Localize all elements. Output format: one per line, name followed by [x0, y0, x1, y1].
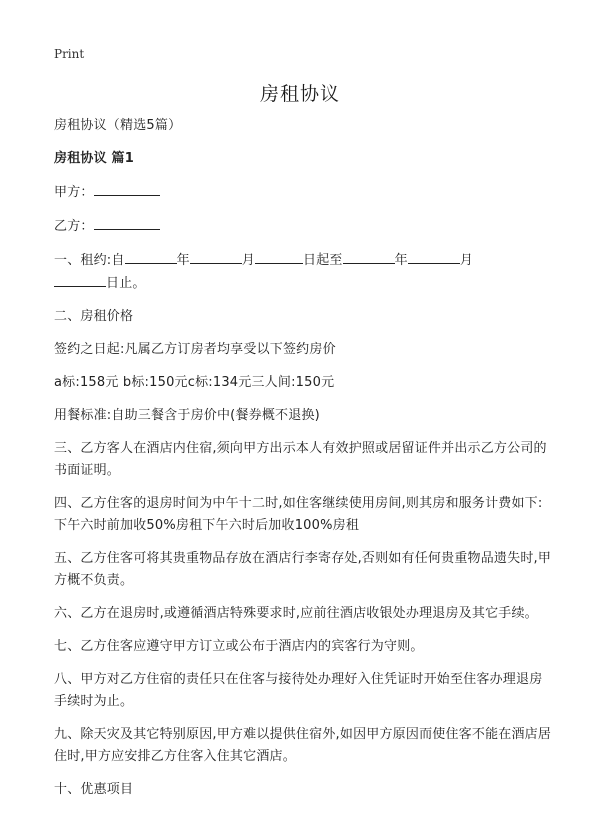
paragraph-room-price: 二、房租价格: [54, 309, 134, 324]
paragraph-meals: 用餐标准:自助三餐含于房价中(餐券概不退换): [54, 408, 320, 423]
party-a-blank: [94, 181, 160, 196]
day-from-label: 日起至: [303, 253, 343, 268]
document-body: [54, 115, 554, 812]
paragraph-clause-9: 九、除天灾及其它特别原因,甲方难以提供住宿外,如因甲方原因而使住客不能在酒店居住时,甲方应安排乙方住客入住其它酒店。: [54, 727, 552, 764]
party-b-label: 乙方：: [54, 219, 94, 234]
end-day-blank: [54, 272, 106, 287]
section-heading: 房租协议 篇1: [54, 151, 134, 166]
end-year-blank: [343, 249, 395, 264]
document-subtitle: 房租协议（精选5篇）: [54, 118, 182, 133]
lease-term-paragraph: [54, 249, 554, 295]
month-label-end: 月: [459, 253, 474, 268]
paragraph-rates: a标:158元 b标:150元c标:134元三人间:150元: [54, 375, 335, 390]
paragraph-clause-4: 四、乙方住客的退房时间为中午十二时,如住客继续使用房间,则其房和服务计费如下:下午六时前加收50%房租下午六时后加收100%房租: [54, 496, 543, 533]
year-label-end: 年: [394, 253, 408, 268]
paragraph-clause-8: 八、甲方对乙方住宿的责任只在住客与接待处办理好入住凭证时开始至住客办理退房手续时为止。: [54, 672, 543, 709]
party-a-line: [54, 181, 554, 204]
paragraph-clause-3: 三、乙方客人在酒店内住宿,须向甲方出示本人有效护照或居留证件并出示乙方公司的书面证明。: [54, 441, 547, 478]
start-year-blank: [125, 249, 177, 264]
party-a-label: 甲方：: [54, 185, 94, 200]
month-label: 月: [241, 253, 255, 268]
year-label: 年: [176, 253, 190, 268]
end-month-blank: [408, 249, 460, 264]
paragraph-clause-7: 七、乙方住客应遵守甲方订立或公布于酒店内的宾客行为守则。: [54, 639, 424, 654]
paragraph-clause-5: 五、乙方住客可将其贵重物品存放在酒店行李寄存处,否则如有任何贵重物品遗失时,甲方概不负责。: [54, 551, 552, 588]
paragraph-clause-10: 十、优惠项目: [54, 782, 134, 797]
paragraph-clause-6: 六、乙方在退房时,或遵循酒店特殊要求时,应前往酒店收银处办理退房及其它手续。: [54, 606, 538, 621]
page-title: 房租协议: [259, 83, 340, 105]
term-prefix: 一、租约:自: [54, 253, 125, 268]
party-b-blank: [94, 215, 160, 230]
party-b-line: [54, 215, 554, 238]
start-month-blank: [190, 249, 242, 264]
day-end-label: 日止。: [106, 276, 146, 291]
paragraph-contract-price: 签约之日起:凡属乙方订房者均享受以下签约房价: [54, 342, 336, 357]
print-label: Print: [54, 47, 85, 61]
start-day-blank: [255, 249, 303, 264]
